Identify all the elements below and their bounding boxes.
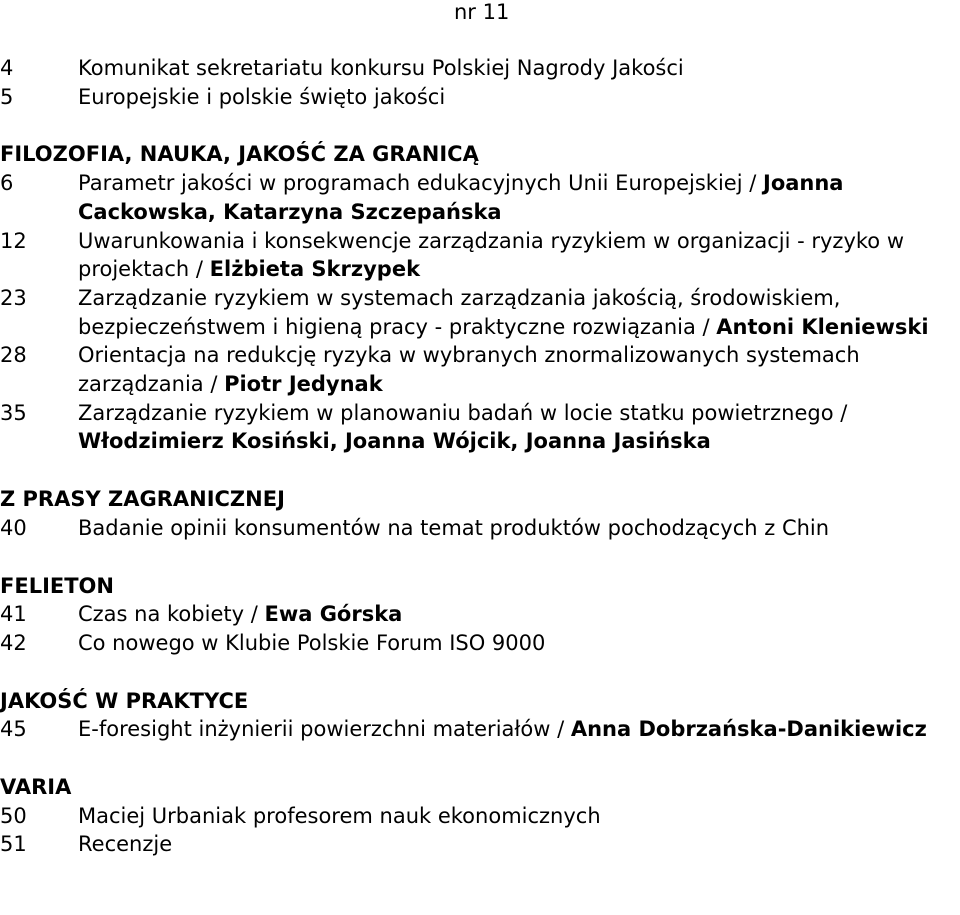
toc-entry <box>0 227 960 284</box>
entry-text <box>78 83 960 112</box>
entry-authors: Piotr Jedynak <box>224 372 383 397</box>
entry-title: Recenzje <box>78 832 173 857</box>
toc-entry <box>0 629 960 658</box>
author-separator: / <box>742 171 763 196</box>
section-filozofia <box>0 140 960 456</box>
entry-authors: Anna Dobrzańska-Danikiewicz <box>570 717 927 742</box>
entry-title: Uwarunkowania i konsekwencje zarządzania ryzykiem w organizacji - ryzyko w projektach <box>78 228 904 282</box>
toc-entry <box>0 830 960 859</box>
section-heading: JAKOŚĆ W PRAKTYCE <box>0 688 249 713</box>
toc-entry <box>0 83 960 112</box>
page-number: 35 <box>0 400 27 425</box>
entry-title: Komunikat sekretariatu konkursu Polskiej Nagrody Jakości <box>78 56 684 80</box>
section-felieton <box>0 572 960 658</box>
section-heading: Z PRASY ZAGRANICZNEJ <box>0 487 285 512</box>
section-heading: FILOZOFIA, NAUKA, JAKOŚĆ ZA GRANICĄ <box>0 142 479 167</box>
page-number: 40 <box>0 515 27 540</box>
entry-authors: Włodzimierz Kosiński, Joanna Wójcik, Joanna Jasińska <box>78 429 711 454</box>
entry-text <box>78 341 960 398</box>
toc-entry <box>0 600 960 629</box>
page-number: 6 <box>0 171 14 196</box>
toc-entry <box>0 802 960 831</box>
section-heading: FELIETON <box>0 573 114 598</box>
section-jakosc-w-praktyce <box>0 687 960 744</box>
author-separator: / <box>550 717 571 742</box>
entry-title: Badanie opinii konsumentów na temat produktów pochodzących z Chin <box>78 515 830 540</box>
entry-title: Maciej Urbaniak profesorem nauk ekonomicznych <box>78 803 601 828</box>
section-heading: VARIA <box>0 775 72 800</box>
page-number: 42 <box>0 630 27 655</box>
table-of-contents <box>0 54 960 859</box>
entry-text <box>78 715 960 744</box>
entry-text <box>78 514 960 543</box>
toc-entry <box>0 284 960 341</box>
entry-title: Zarządzanie ryzykiem w planowaniu badań w locie statku powietrznego <box>78 400 834 425</box>
section-prasa <box>0 485 960 542</box>
author-separator: / <box>244 602 265 627</box>
entry-text <box>78 600 960 629</box>
entry-authors: Antoni Kleniewski <box>716 314 929 339</box>
page-number: 50 <box>0 803 27 828</box>
entry-title: Co nowego w Klubie Polskie Forum ISO 9000 <box>78 630 546 655</box>
page-number: 4 <box>0 56 14 80</box>
entry-text <box>78 629 960 658</box>
entry-authors: Joanna Cackowska, Katarzyna Szczepańska <box>78 171 844 224</box>
section-varia <box>0 773 960 859</box>
page-number: 51 <box>0 832 27 857</box>
entry-text <box>78 169 960 226</box>
entry-title: E-foresight inżynierii powierzchni materiałów <box>78 717 551 742</box>
toc-entry <box>0 169 960 226</box>
entry-title: Zarządzanie ryzykiem w systemach zarządzania jakością, środowiskiem, bezpieczeństwem i higieną pracy - praktyczne rozwiązania <box>78 285 841 339</box>
entry-title: Europejskie i polskie święto jakości <box>78 84 446 109</box>
page-number: 5 <box>0 84 14 109</box>
entry-text <box>78 227 960 284</box>
entry-text <box>78 830 960 859</box>
entry-text <box>78 54 960 83</box>
entry-authors: Elżbieta Skrzypek <box>209 257 421 282</box>
page-number: 23 <box>0 285 27 310</box>
entry-text <box>78 284 960 341</box>
toc-entry <box>0 341 960 398</box>
entry-title: Orientacja na redukcję ryzyka w wybranych znormalizowanych systemach zarządzania <box>78 343 860 397</box>
author-separator: / <box>695 314 717 339</box>
toc-entry <box>0 54 960 83</box>
toc-entry <box>0 514 960 543</box>
entry-text <box>78 399 960 456</box>
entry-text <box>78 802 960 831</box>
author-separator: / <box>833 400 848 425</box>
page-number: 45 <box>0 717 27 742</box>
intro-section <box>0 54 960 111</box>
toc-entry <box>0 399 960 456</box>
entry-title: Parametr jakości w programach edukacyjnych Unii Europejskiej <box>78 171 743 196</box>
page-number: 12 <box>0 228 27 253</box>
author-separator: / <box>189 257 210 282</box>
author-separator: / <box>203 372 225 397</box>
issue-number: nr 11 <box>454 0 510 24</box>
page-number: 28 <box>0 343 27 368</box>
toc-entry <box>0 715 960 744</box>
page-number: 41 <box>0 602 27 627</box>
entry-authors: Ewa Górska <box>264 602 403 627</box>
entry-title: Czas na kobiety <box>78 602 245 627</box>
